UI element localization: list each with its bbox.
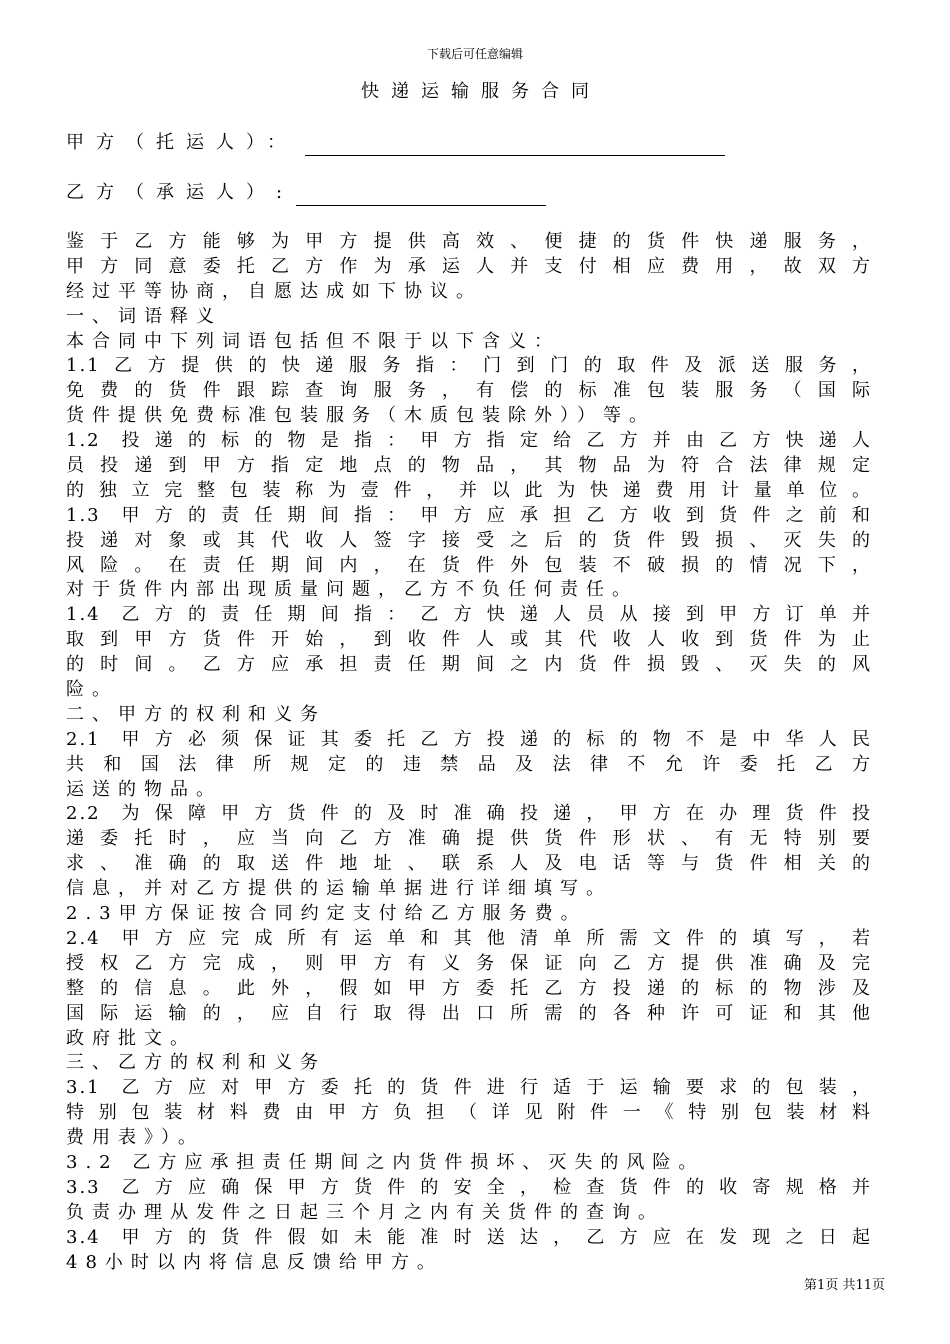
text-line: 48小时以内将信息反馈给甲方。 [66, 1251, 443, 1273]
party-a-label: 甲方（托运人）： [66, 132, 297, 153]
text-line: 1.2 投递的标的物是指：甲方指定给乙方并由乙方快递人 [66, 430, 872, 452]
text-line: 3.4 甲方的货件假如未能准时送达，乙方应在发现之日起 [66, 1226, 872, 1248]
text-line: 3.3 乙方应确保甲方货件的安全，检查货件的收寄规格并 [66, 1176, 872, 1198]
text-line: 2.3甲方保证按合同约定支付给乙方服务费。 [66, 903, 587, 925]
text-line: 费用表》）。 [66, 1127, 204, 1149]
text-line: 递委托时，应当向乙方准确提供货件形状、有无特别要 [66, 828, 872, 850]
party-a-line [66, 130, 725, 156]
contract-body [66, 230, 872, 1275]
party-b-label: 乙方（承运人）: [66, 182, 295, 203]
text-line: 二、甲方的权利和义务 [66, 703, 326, 725]
text-line: 一、词语释义 [66, 305, 222, 327]
text-line: 1.3 甲方的责任期间指：甲方应承担乙方收到货件之前和 [66, 504, 872, 526]
text-line: 险。 [66, 679, 118, 701]
text-line: 3.1 乙方应对甲方委托的货件进行适于运输要求的包装， [66, 1077, 872, 1099]
party-a-blank[interactable] [305, 135, 725, 156]
text-line: 经过平等协商，自愿达成如下协议。 [66, 280, 482, 302]
text-line: 特别包装材料费由甲方负担（详见附件一《特别包装材料 [66, 1102, 872, 1124]
text-line: 运送的物品。 [66, 778, 222, 800]
text-line: 负责办理从发件之日起三个月之内有关货件的查询。 [66, 1201, 664, 1223]
header-note: 下载后可任意编辑 [426, 47, 523, 61]
text-line: 对于货件内部出现质量问题，乙方不负任何责任。 [66, 579, 638, 601]
page-number: 第1页 共11页 [804, 1278, 885, 1293]
text-line: 甲方同意委托乙方作为承运人并支付相应费用，故双方 [66, 255, 872, 277]
text-line: 投递对象或其代收人签字接受之后的货件毁损、灭失的 [66, 529, 872, 551]
party-b-blank[interactable] [296, 185, 546, 206]
text-line: 2.1 甲方必须保证其委托乙方投递的标的物不是中华人民 [66, 728, 872, 750]
text-line: 本合同中下列词语包括但不限于以下含义： [66, 330, 560, 352]
text-line: 的时间。乙方应承担责任期间之内货件损毁、灭失的风 [66, 654, 872, 676]
text-line: 信息，并对乙方提供的运输单据进行详细填写。 [66, 878, 612, 900]
text-line: 授权乙方完成，则甲方有义务保证向乙方提供准确及完 [66, 952, 872, 974]
text-line: 国际运输的，应自行取得出口所需的各种许可证和其他 [66, 1002, 872, 1024]
page-title: 快递运输服务合同 [361, 81, 601, 102]
text-line: 员投递到甲方指定地点的物品，其物品为符合法律规定 [66, 455, 872, 477]
text-line: 政府批文。 [66, 1027, 196, 1049]
text-line: 1.4 乙方的责任期间指：乙方快递人员从接到甲方订单并 [66, 604, 872, 626]
text-line: 1.1乙方提供的快递服务指：门到门的取件及派送服务， [66, 355, 872, 377]
text-line: 鉴于乙方能够为甲方提供高效、便捷的货件快递服务， [66, 231, 872, 252]
text-line: 3.2 乙方应承担责任期间之内货件损坏、灭失的风险。 [66, 1151, 705, 1173]
text-line: 的独立完整包装称为壹件，并以此为快递费用计量单位。 [66, 479, 872, 501]
text-line: 货件提供免费标准包装服务（木质包装除外））等。 [66, 405, 655, 427]
text-line: 三、乙方的权利和义务 [66, 1052, 326, 1074]
text-line: 整的信息。此外，假如甲方委托乙方投递的标的物涉及 [66, 977, 872, 999]
text-line: 2.2 为保障甲方货件的及时准确投递，甲方在办理货件投 [66, 803, 872, 825]
text-line: 共和国法律所规定的违禁品及法律不允许委托乙方 [66, 753, 872, 775]
party-b-line [66, 180, 546, 206]
text-line: 2.4 甲方应完成所有运单和其他清单所需文件的填写，若 [66, 927, 872, 949]
text-line: 免费的货件跟踪查询服务，有偿的标准包装服务（国际 [66, 380, 872, 402]
text-line: 求、准确的取送件地址、联系人及电话等与货件相关的 [66, 853, 872, 875]
text-line: 取到甲方货件开始，到收件人或其代收人收到货件为止 [66, 629, 872, 651]
text-line: 风险。在责任期间内，在货件外包装不破损的情况下， [66, 554, 872, 576]
